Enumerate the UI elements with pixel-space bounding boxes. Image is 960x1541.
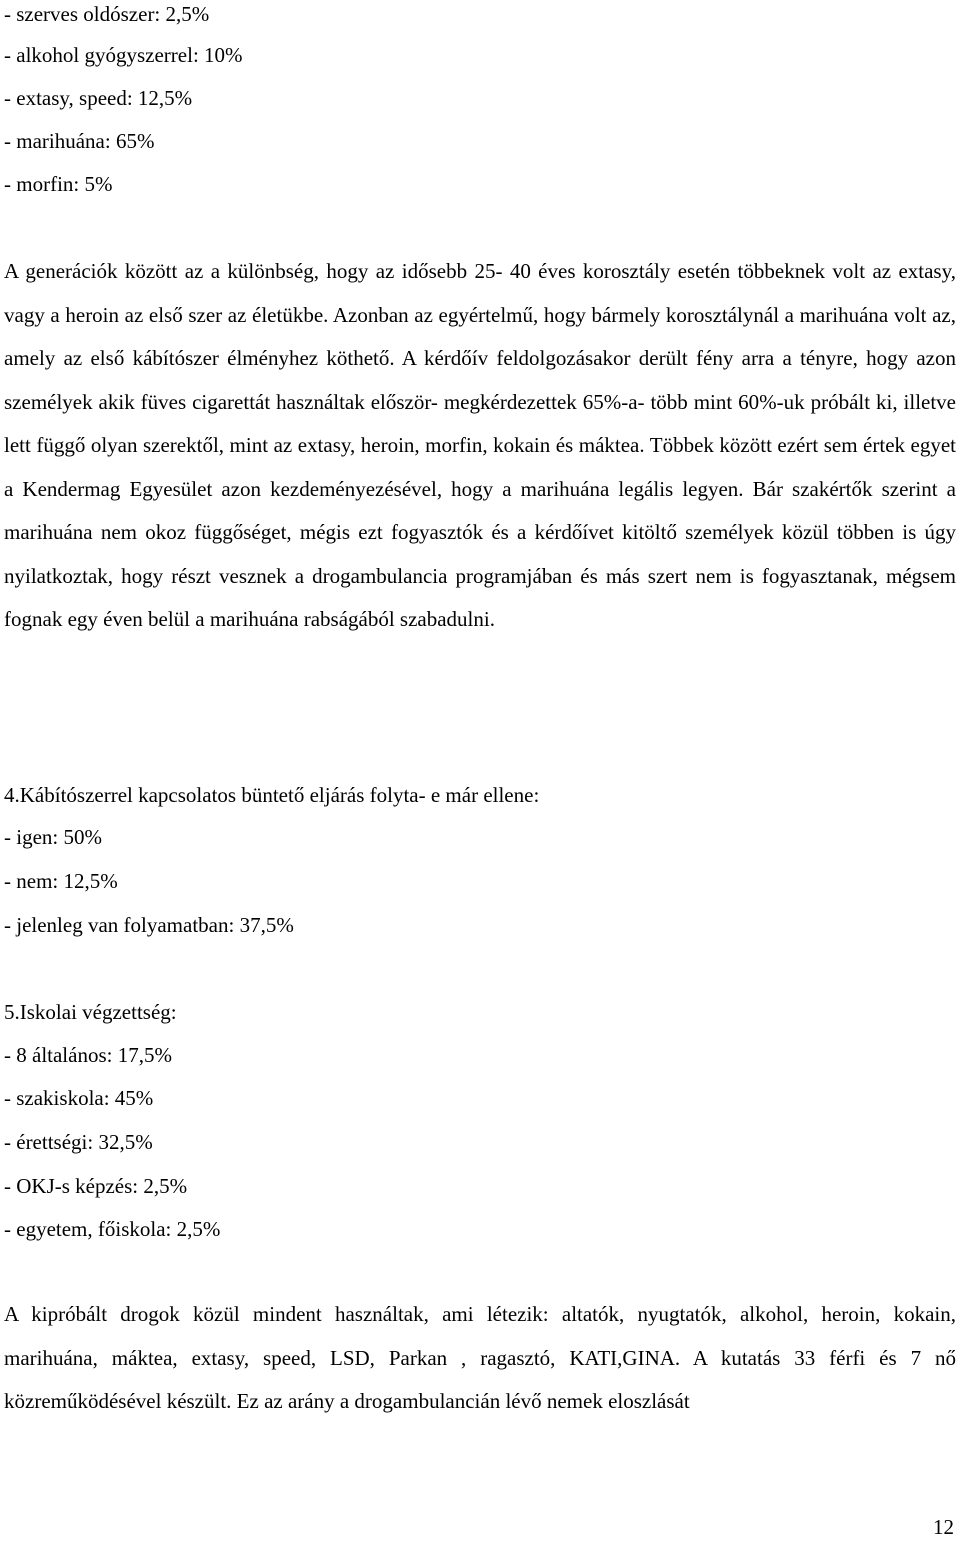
body-paragraph: A kipróbált drogok közül mindent használtak, ami létezik: altatók, nyugtatók, alkohol, heroin, kokain, marihuána, máktea, extasy, speed, LSD, Parkan , ragasztó, KATI,GINA. A kutatás 33 férfi és 7 nő közreműködésével készült. Ez az arány a drogambulancián lévő nemek eloszlását: [4, 1302, 956, 1413]
list-item: - jelenleg van folyamatban: 37,5%: [4, 913, 294, 937]
list-item: - érettségi: 32,5%: [4, 1130, 153, 1154]
list-item: - szerves oldószer: 2,5%: [4, 2, 210, 26]
list-item: - morfin: 5%: [4, 172, 113, 196]
list-item: - szakiskola: 45%: [4, 1086, 154, 1110]
section-heading: 5.Iskolai végzettség:: [4, 1000, 177, 1024]
section-heading: 4.Kábítószerrel kapcsolatos büntető eljárás folyta- e már ellene:: [4, 783, 540, 807]
body-paragraph: A generációk között az a különbség, hogy az idősebb 25- 40 éves korosztály esetén többeknek volt az extasy, vagy a heroin az első szer az életükbe. Azonban az egyértelmű, hogy bármely korosztálynál a marihuána volt az, amely az első kábítószer élményhez köthető. A kérdőív feldolgozásakor derült fény arra a tényre, hogy azon személyek akik füves cigarettát használtak először- megkérdezettek 65%-a- több mint 60%-uk próbált ki, illetve lett függő olyan szerektől, mint az extasy, heroin, morfin, kokain és máktea. Többek között ezért sem értek egyet a Kendermag Egyesület azon kezdeményezésével, hogy a marihuána legális legyen. Bár szakértők szerint a marihuána nem okoz függőséget, mégis ezt fogyasztók és a kérdőívet kitöltő személyek közül többen is úgy nyilatkoztak, hogy részt vesznek a drogambulancia programjában és más szert nem is fogyasztanak, mégsem fognak egy éven belül a marihuána rabságából szabadulni.: [4, 259, 956, 631]
list-item: - egyetem, főiskola: 2,5%: [4, 1217, 221, 1241]
list-item: - 8 általános: 17,5%: [4, 1043, 172, 1067]
list-item: - OKJ-s képzés: 2,5%: [4, 1174, 188, 1198]
list-item: - igen: 50%: [4, 825, 102, 849]
list-item: - nem: 12,5%: [4, 869, 118, 893]
list-item: - alkohol gyógyszerrel: 10%: [4, 43, 243, 67]
list-item: - marihuána: 65%: [4, 129, 155, 153]
list-item: - extasy, speed: 12,5%: [4, 86, 193, 110]
page-number: 12: [933, 1515, 954, 1539]
